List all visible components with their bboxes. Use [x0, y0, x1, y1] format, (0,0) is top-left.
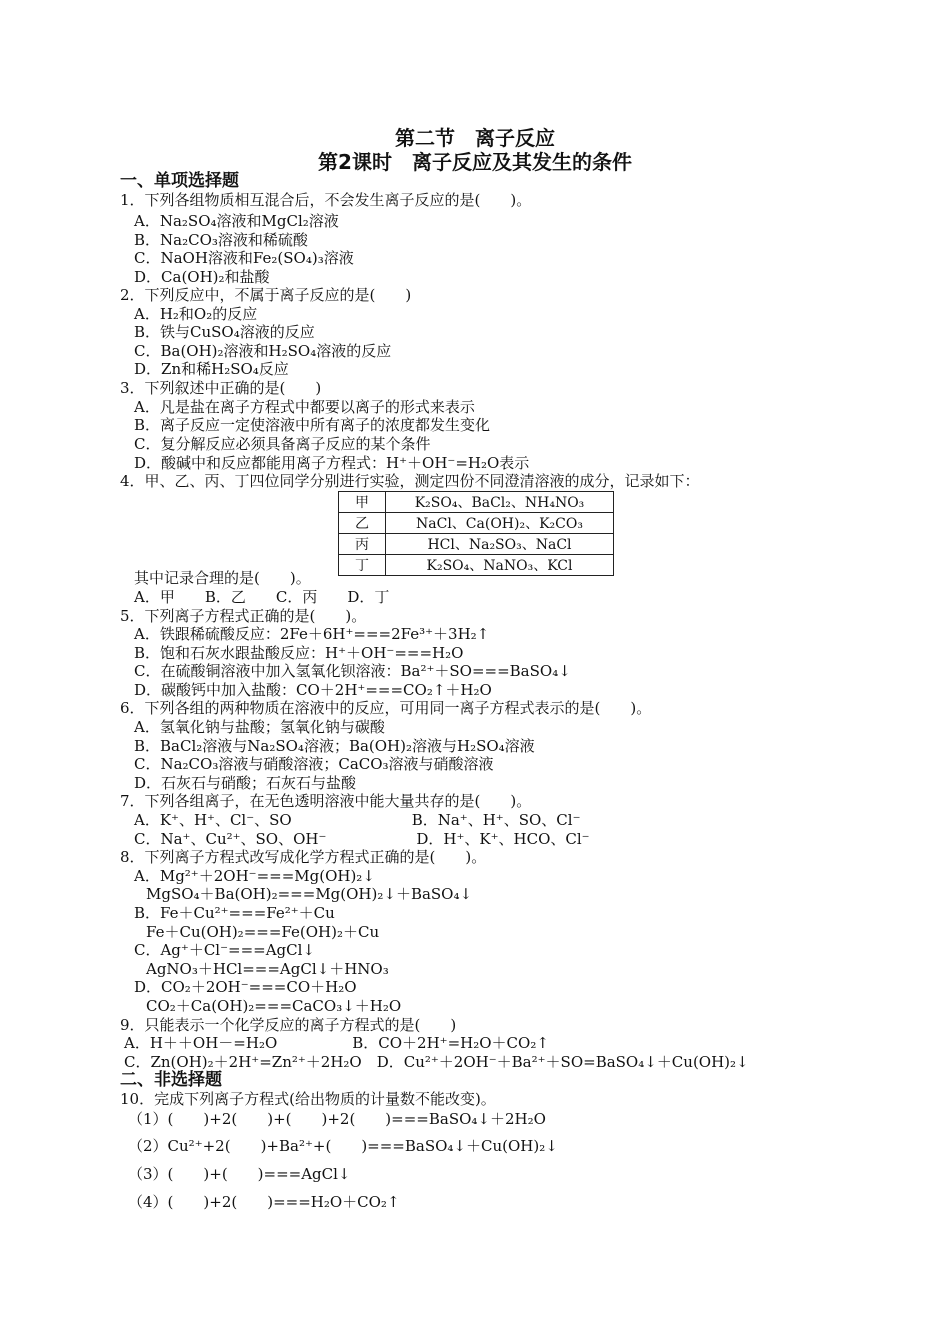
question-1: 1．下列各组物质相互混合后，不会发生离子反应的是( )。	[120, 191, 532, 209]
fill-in-line: （3）( )+( )===AgCl↓	[128, 1165, 351, 1183]
option-line: B．Fe＋Cu²⁺===Fe²⁺＋Cu	[134, 904, 335, 922]
fill-in-line: （1）( )+2( )+( )+2( )===BaSO₄↓＋2H₂O	[128, 1110, 546, 1128]
question-8: 8．下列离子方程式改写成化学方程式正确的是( )。	[120, 848, 487, 866]
option-line: D．Zn和稀H₂SO₄反应	[134, 360, 289, 378]
option-line: C．Na₂CO₃溶液与硝酸溶液；CaCO₃溶液与硝酸溶液	[134, 755, 494, 773]
table-cell-solution: K₂SO₄、NaNO₃、KCl	[386, 555, 614, 576]
option-line: C．复分解反应必须具备离子反应的某个条件	[134, 435, 431, 453]
option-line: D．Ca(OH)₂和盐酸	[134, 268, 270, 286]
question-4-prompt: 其中记录合理的是( )。	[134, 569, 311, 587]
option-line: C．在硫酸铜溶液中加入氢氧化钡溶液：Ba²⁺＋SO===BaSO₄↓	[134, 662, 571, 680]
question-9: 9．只能表示一个化学反应的离子方程式的是( )	[120, 1016, 457, 1034]
question-4: 4．甲、乙、丙、丁四位同学分别进行实验，测定四份不同澄清溶液的成分，记录如下：	[120, 472, 700, 490]
table-cell-solution: K₂SO₄、BaCl₂、NH₄NO₃	[386, 492, 614, 513]
option-line: D．石灰石与硝酸；石灰石与盐酸	[134, 774, 357, 792]
fill-in-line: （2）Cu²⁺+2( )+Ba²⁺+( )===BaSO₄↓＋Cu(OH)₂↓	[128, 1137, 558, 1155]
option-line: B．Na₂CO₃溶液和稀硫酸	[134, 231, 308, 249]
table-cell-student: 甲	[339, 492, 386, 513]
equation-line: CO₂＋Ca(OH)₂===CaCO₃↓＋H₂O	[146, 997, 402, 1015]
option-line: B．饱和石灰水跟盐酸反应：H⁺＋OH⁻===H₂O	[134, 644, 464, 662]
table-row	[339, 513, 614, 534]
option-line: A．铁跟稀硫酸反应：2Fe＋6H⁺===2Fe³⁺＋3H₂↑	[134, 625, 490, 643]
page-subtitle: 第2课时 离子反应及其发生的条件	[318, 150, 632, 174]
option-line: B．铁与CuSO₄溶液的反应	[134, 323, 315, 341]
table-row	[339, 534, 614, 555]
section-heading-single-choice: 一、单项选择题	[120, 171, 239, 191]
question-5: 5．下列离子方程式正确的是( )。	[120, 607, 367, 625]
option-line: B．BaCl₂溶液与Na₂SO₄溶液；Ba(OH)₂溶液与H₂SO₄溶液	[134, 737, 535, 755]
option-line: D．CO₂＋2OH⁻===CO＋H₂O	[134, 978, 357, 996]
table-cell-solution: HCl、Na₂SO₃、NaCl	[386, 534, 614, 555]
option-line: C．NaOH溶液和Fe₂(SO₄)₃溶液	[134, 249, 354, 267]
option-line: D．酸碱中和反应都能用离子方程式：H⁺＋OH⁻=H₂O表示	[134, 454, 530, 472]
option-line: A．Mg²⁺＋2OH⁻===Mg(OH)₂↓	[134, 867, 375, 885]
table-cell-student: 丙	[339, 534, 386, 555]
table-row	[339, 555, 614, 576]
equation-line: MgSO₄＋Ba(OH)₂===Mg(OH)₂↓＋BaSO₄↓	[146, 885, 473, 903]
question-3: 3．下列叙述中正确的是( )	[120, 379, 322, 397]
option-line: C．Na⁺、Cu²⁺、SO、OH⁻ D．H⁺、K⁺、HCO、Cl⁻	[134, 830, 590, 848]
option-line: C．Zn(OH)₂＋2H⁺=Zn²⁺＋2H₂O D．Cu²⁺＋2OH⁻＋Ba²⁺＋SO=BaSO₄↓＋Cu(OH)₂↓	[124, 1053, 749, 1071]
option-line: C．Ag⁺＋Cl⁻===AgCl↓	[134, 941, 316, 959]
fill-in-line: （4）( )+2( )===H₂O＋CO₂↑	[128, 1193, 400, 1211]
equation-line: Fe＋Cu(OH)₂===Fe(OH)₂＋Cu	[146, 923, 380, 941]
question-10: 10．完成下列离子方程式(给出物质的计量数不能改变)。	[120, 1090, 496, 1108]
option-line: A．H₂和O₂的反应	[134, 305, 258, 323]
option-line: A．K⁺、H⁺、Cl⁻、SO B．Na⁺、H⁺、SO、Cl⁻	[134, 811, 581, 829]
section-heading-non-choice: 二、非选择题	[120, 1070, 222, 1090]
table-cell-student: 丁	[339, 555, 386, 576]
option-line: A．甲 B．乙 C．丙 D．丁	[134, 588, 390, 606]
question-6: 6．下列各组的两种物质在溶液中的反应，可用同一离子方程式表示的是( )。	[120, 699, 652, 717]
option-line: A．H＋＋OH－=H₂O B．CO＋2H⁺=H₂O＋CO₂↑	[124, 1034, 549, 1052]
option-line: C．Ba(OH)₂溶液和H₂SO₄溶液的反应	[134, 342, 392, 360]
option-line: D．碳酸钙中加入盐酸：CO＋2H⁺===CO₂↑＋H₂O	[134, 681, 492, 699]
option-line: A．Na₂SO₄溶液和MgCl₂溶液	[134, 212, 339, 230]
record-table	[338, 491, 614, 576]
option-line: A．凡是盐在离子方程式中都要以离子的形式来表示	[134, 398, 475, 416]
question-2: 2．下列反应中，不属于离子反应的是( )	[120, 286, 412, 304]
page-title: 第二节 离子反应	[395, 126, 555, 150]
question-7: 7．下列各组离子，在无色透明溶液中能大量共存的是( )。	[120, 792, 532, 810]
equation-line: AgNO₃＋HCl===AgCl↓＋HNO₃	[146, 960, 389, 978]
option-line: B．离子反应一定使溶液中所有离子的浓度都发生变化	[134, 416, 491, 434]
table-row	[339, 492, 614, 513]
table-cell-solution: NaCl、Ca(OH)₂、K₂CO₃	[386, 513, 614, 534]
option-line: A．氢氧化钠与盐酸；氢氧化钠与碳酸	[134, 718, 385, 736]
table-cell-student: 乙	[339, 513, 386, 534]
